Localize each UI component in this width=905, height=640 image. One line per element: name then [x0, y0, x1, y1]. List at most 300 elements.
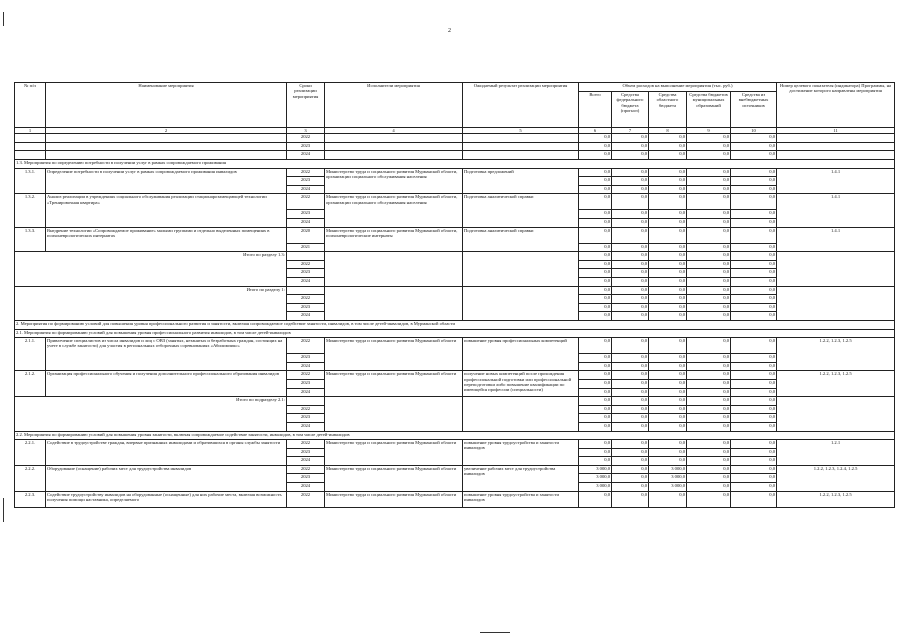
header-volume: Объем расходов на выполнение мероприятия (тыс. руб.): [579, 83, 777, 92]
amount-cell: 0,0: [649, 388, 687, 397]
amount-cell: 0,0: [579, 286, 612, 295]
year-cell: 2024: [287, 219, 325, 228]
table-row: [15, 465, 895, 474]
amount-cell: 0,0: [649, 286, 687, 295]
year-cell: 2024: [287, 151, 325, 160]
item-result: получение новых компетенций после прохождения профессиональной подготовки или профессиональной переподготовки либо повышение квалификации по имеющейся профессии (специальности): [463, 371, 579, 397]
amount-cell: 0,0: [579, 177, 612, 186]
table-row: [15, 338, 895, 354]
summary-row: [15, 252, 895, 261]
amount-cell: 0,0: [579, 422, 612, 431]
year-cell: 2023: [287, 414, 325, 423]
amount-cell: 0,0: [687, 142, 731, 151]
amount-cell: 0,0: [687, 483, 731, 492]
amount-cell: 0,0: [687, 371, 731, 380]
amount-cell: 0,0: [731, 252, 777, 261]
amount-cell: 0,0: [687, 177, 731, 186]
amount-cell: 0,0: [731, 227, 777, 243]
item-name: Внедрение технологии «Сопровождаемое проживание» малыми группами и отдельно выделенных помещениях в психоневрологических интернатах: [46, 227, 287, 252]
amount-cell: 3 000,0: [579, 474, 612, 483]
item-name: Оборудование (оснащение) рабочих мест для трудоустройства инвалидов: [46, 465, 287, 491]
amount-cell: 0,0: [579, 194, 612, 210]
amount-cell: 0,0: [731, 194, 777, 210]
amount-cell: 0,0: [579, 388, 612, 397]
year-cell: 2024: [287, 362, 325, 371]
column-number: 5: [463, 128, 579, 134]
amount-cell: 0,0: [612, 422, 649, 431]
amount-cell: 0,0: [687, 414, 731, 423]
amount-cell: 0,0: [612, 295, 649, 304]
amount-cell: 0,0: [579, 168, 612, 177]
amount-cell: 0,0: [687, 422, 731, 431]
year-cell: 2022: [287, 134, 325, 143]
year-cell: 2022: [287, 168, 325, 177]
amount-cell: 0,0: [612, 303, 649, 312]
amount-cell: 0,0: [649, 354, 687, 363]
amount-cell: 0,0: [687, 457, 731, 466]
amount-cell: 0,0: [687, 312, 731, 321]
amount-cell: 0,0: [649, 210, 687, 219]
amount-cell: 0,0: [579, 252, 612, 261]
year-cell: 2023: [287, 448, 325, 457]
name-cell: [46, 142, 287, 151]
year-cell: 2024: [287, 278, 325, 287]
amount-cell: 0,0: [579, 354, 612, 363]
amount-cell: 0,0: [731, 483, 777, 492]
amount-cell: 0,0: [612, 286, 649, 295]
page-number: 2: [448, 28, 451, 34]
amount-cell: 0,0: [731, 210, 777, 219]
amount-cell: 0,0: [612, 379, 649, 388]
amount-cell: 0,0: [612, 338, 649, 354]
program-table: [14, 82, 895, 508]
amount-cell: 0,0: [649, 269, 687, 278]
item-name: Привлечение специалистов из числа инвалидов и лиц с ОВЗ (занятых, незанятых и безработных граждан, состоящих на учете в службе занятости) для участия в региональных отборочных соревнованиях «Абилимпикс»: [46, 338, 287, 371]
name-cell: [46, 151, 287, 160]
amount-cell: 0,0: [612, 457, 649, 466]
summary-row: [15, 397, 895, 406]
header-mun: Средства бюджетов муниципальных образований: [687, 92, 731, 128]
amount-cell: 0,0: [612, 278, 649, 287]
item-name: Анализ реализации в учреждениях социального обслуживания реализации стационарозамещающей технологии «Тренировочная квартира»: [46, 194, 287, 227]
amount-cell: 0,0: [649, 405, 687, 414]
amount-cell: 0,0: [612, 354, 649, 363]
header-name: Наименование мероприятия: [46, 83, 287, 128]
amount-cell: 0,0: [612, 362, 649, 371]
year-cell: 2024: [287, 457, 325, 466]
item-result: Подготовка аналитической справки: [463, 194, 579, 227]
amount-cell: 0,0: [612, 134, 649, 143]
amount-cell: 0,0: [579, 227, 612, 243]
item-number: 2.1.1.: [15, 338, 46, 371]
amount-cell: 0,0: [731, 177, 777, 186]
amount-cell: 0,0: [579, 405, 612, 414]
amount-cell: 0,0: [612, 474, 649, 483]
amount-cell: 0,0: [612, 252, 649, 261]
year-cell: 2023: [287, 354, 325, 363]
item-indicator: 1.4.1: [777, 194, 895, 227]
year-cell: 2022: [287, 371, 325, 380]
item-name: Организация профессионального обучения и получения дополнительного профессионального образования инвалидов: [46, 371, 287, 397]
amount-cell: 0,0: [579, 397, 612, 406]
amount-cell: 0,0: [687, 440, 731, 449]
amount-cell: 0,0: [612, 210, 649, 219]
year-cell: 2023: [287, 269, 325, 278]
amount-cell: 0,0: [731, 405, 777, 414]
amount-cell: 0,0: [731, 414, 777, 423]
result-cell: [463, 252, 579, 286]
amount-cell: 0,0: [687, 260, 731, 269]
amount-cell: 0,0: [731, 278, 777, 287]
amount-cell: 0,0: [579, 457, 612, 466]
item-executor: Министерство труда и социального развития Мурманской области: [325, 338, 463, 371]
amount-cell: 0,0: [649, 338, 687, 354]
header-num: № п/п: [15, 83, 46, 128]
amount-cell: 0,0: [731, 142, 777, 151]
amount-cell: 0,0: [579, 303, 612, 312]
indicator-cell: [777, 142, 895, 151]
amount-cell: 0,0: [731, 219, 777, 228]
header-fed: Средства федерального бюджета (прогноз): [612, 92, 649, 128]
year-cell: 2023: [287, 210, 325, 219]
amount-cell: 0,0: [579, 362, 612, 371]
item-result: увеличение рабочих мест для трудоустройства инвалидов: [463, 465, 579, 491]
amount-cell: 0,0: [687, 338, 731, 354]
amount-cell: 0,0: [579, 269, 612, 278]
header-total: Всего: [579, 92, 612, 128]
year-cell: 2023: [287, 303, 325, 312]
section-title: 2.2. Мероприятия по формированию условий для повышения уровня занятости, включая сопровождаемое содействие занятости, инвалидов, в том числе детей-инвалидов: [15, 431, 895, 440]
amount-cell: 0,0: [649, 491, 687, 507]
item-indicator: 1.2.2, 1.2.3, 1.2.4, 1.2.5: [777, 465, 895, 491]
amount-cell: 0,0: [649, 260, 687, 269]
amount-cell: 0,0: [579, 312, 612, 321]
indicator-cell: [777, 134, 895, 143]
amount-cell: 0,0: [649, 295, 687, 304]
year-cell: 2022: [287, 295, 325, 304]
item-result: Подготовка аналитической справки: [463, 227, 579, 252]
item-number: 2.2.1.: [15, 440, 46, 466]
amount-cell: 0,0: [731, 168, 777, 177]
year-cell: [287, 397, 325, 406]
amount-cell: 0,0: [731, 185, 777, 194]
item-executor: Министерство труда и социального развития Мурманской области: [325, 491, 463, 507]
header-result: Ожидаемый результат реализации мероприятия: [463, 83, 579, 128]
item-result: Подготовка предложений: [463, 168, 579, 194]
num-cell: [15, 134, 46, 143]
amount-cell: 0,0: [612, 465, 649, 474]
summary-label: Итого по разделу 1.3:: [15, 252, 287, 286]
amount-cell: 0,0: [687, 303, 731, 312]
section-row: [15, 320, 895, 329]
column-number: 10: [731, 128, 777, 134]
amount-cell: 0,0: [649, 142, 687, 151]
exec-cell: [325, 142, 463, 151]
item-executor: Министерство труда и социального развития Мурманской области, психоневрологические интернаты: [325, 227, 463, 252]
section-title: 2. Мероприятия по формированию условий для повышения уровня профессионального развития и занятости, включая сопровождаемое содействие занятости, инвалидов, в том числе детей-инвалидов, в Мурманской области: [15, 320, 895, 329]
amount-cell: 0,0: [731, 397, 777, 406]
year-cell: 2022: [287, 194, 325, 210]
amount-cell: 0,0: [612, 243, 649, 252]
amount-cell: 3 000,0: [579, 483, 612, 492]
column-number: 11: [777, 128, 895, 134]
amount-cell: 0,0: [731, 260, 777, 269]
year-cell: 2023: [287, 474, 325, 483]
amount-cell: 0,0: [687, 362, 731, 371]
exec-cell: [325, 134, 463, 143]
amount-cell: 0,0: [612, 227, 649, 243]
amount-cell: 0,0: [612, 312, 649, 321]
amount-cell: 0,0: [731, 465, 777, 474]
amount-cell: 0,0: [612, 260, 649, 269]
amount-cell: 0,0: [579, 134, 612, 143]
result-cell: [463, 134, 579, 143]
amount-cell: 3 000,0: [649, 474, 687, 483]
item-executor: Министерство труда и социального развития Мурманской области, организации социального обслуживания населения: [325, 194, 463, 227]
item-executor: Министерство труда и социального развития Мурманской области: [325, 465, 463, 491]
amount-cell: 0,0: [649, 312, 687, 321]
amount-cell: 0,0: [687, 491, 731, 507]
year-cell: 2022: [287, 405, 325, 414]
amount-cell: 0,0: [612, 142, 649, 151]
amount-cell: 0,0: [612, 414, 649, 423]
amount-cell: 0,0: [649, 185, 687, 194]
amount-cell: 0,0: [612, 168, 649, 177]
column-number: 6: [579, 128, 612, 134]
amount-cell: 0,0: [731, 422, 777, 431]
amount-cell: 0,0: [649, 303, 687, 312]
year-cell: 2022: [287, 491, 325, 507]
item-number: 2.2.2.: [15, 465, 46, 491]
amount-cell: 0,0: [731, 388, 777, 397]
amount-cell: 0,0: [612, 151, 649, 160]
amount-cell: 0,0: [649, 440, 687, 449]
summary-label: Итого по подразделу 2.1:: [15, 397, 287, 431]
amount-cell: 0,0: [649, 177, 687, 186]
amount-cell: 0,0: [687, 269, 731, 278]
year-cell: 2022: [287, 440, 325, 449]
amount-cell: 0,0: [687, 474, 731, 483]
table-row: [15, 134, 895, 143]
amount-cell: 0,0: [649, 227, 687, 243]
item-executor: Министерство труда и социального развития Мурманской области: [325, 440, 463, 466]
amount-cell: 0,0: [579, 210, 612, 219]
result-cell: [463, 151, 579, 160]
item-result: повышение уровня трудоустройства и занятости инвалидов: [463, 440, 579, 466]
amount-cell: 0,0: [579, 260, 612, 269]
amount-cell: 0,0: [649, 457, 687, 466]
amount-cell: 0,0: [612, 185, 649, 194]
item-indicator: 1.4.1: [777, 227, 895, 252]
section-title: 2.1. Мероприятия по формированию условий для повышения уровня профессионального развития инвалидов, в том числе детей-инвалидов: [15, 329, 895, 338]
amount-cell: 0,0: [612, 397, 649, 406]
item-indicator: 1.2.2, 1.2.3, 1.2.5: [777, 338, 895, 371]
item-number: 1.3.2.: [15, 194, 46, 227]
header-extra: Средства из внебюджетных источников: [731, 92, 777, 128]
amount-cell: 0,0: [731, 448, 777, 457]
amount-cell: 0,0: [579, 278, 612, 287]
amount-cell: 3 000,0: [579, 465, 612, 474]
amount-cell: 0,0: [731, 312, 777, 321]
column-number: 2: [46, 128, 287, 134]
amount-cell: 0,0: [731, 491, 777, 507]
column-number: 8: [649, 128, 687, 134]
result-cell: [463, 142, 579, 151]
item-result: повышение уровня профессиональных компетенций: [463, 338, 579, 371]
year-cell: 2020: [287, 227, 325, 243]
amount-cell: 0,0: [649, 194, 687, 210]
amount-cell: 0,0: [579, 338, 612, 354]
indicator-cell: [777, 286, 895, 320]
amount-cell: 0,0: [579, 448, 612, 457]
amount-cell: 0,0: [612, 491, 649, 507]
num-cell: [15, 142, 46, 151]
amount-cell: 0,0: [612, 448, 649, 457]
item-indicator: 1.2.2, 1.2.3, 1.2.5: [777, 371, 895, 397]
item-result: повышение уровня трудоустройства и занятости инвалидов: [463, 491, 579, 507]
exec-cell: [325, 252, 463, 286]
amount-cell: 0,0: [687, 379, 731, 388]
year-cell: 2023: [287, 142, 325, 151]
amount-cell: 0,0: [687, 354, 731, 363]
exec-cell: [325, 397, 463, 431]
year-cell: 2023: [287, 379, 325, 388]
summary-label: Итого по разделу 1:: [15, 286, 287, 320]
indicator-cell: [777, 252, 895, 286]
year-cell: [287, 252, 325, 261]
amount-cell: 0,0: [687, 168, 731, 177]
amount-cell: 0,0: [579, 151, 612, 160]
amount-cell: 0,0: [687, 278, 731, 287]
result-cell: [463, 397, 579, 431]
year-cell: 2022: [287, 465, 325, 474]
column-number: 4: [325, 128, 463, 134]
year-cell: 2024: [287, 312, 325, 321]
amount-cell: 0,0: [731, 303, 777, 312]
table-row: [15, 168, 895, 177]
amount-cell: 0,0: [687, 185, 731, 194]
section-row: [15, 329, 895, 338]
amount-cell: 0,0: [579, 219, 612, 228]
header-reg: Средства областного бюджета: [649, 92, 687, 128]
item-number: 1.3.3.: [15, 227, 46, 252]
header-indicator: Номер целевого показателя (индикатора) Программы, на достижение которого направлены мероприятия: [777, 83, 895, 128]
section-title: 1.3. Мероприятия по определению потребности в получении услуг в рамках сопровождаемого проживания: [15, 160, 895, 169]
amount-cell: 0,0: [579, 142, 612, 151]
amount-cell: 0,0: [612, 440, 649, 449]
year-cell: 2022: [287, 260, 325, 269]
amount-cell: 0,0: [687, 219, 731, 228]
table-row: [15, 194, 895, 210]
margin-mark: [3, 12, 4, 26]
exec-cell: [325, 151, 463, 160]
amount-cell: 0,0: [612, 177, 649, 186]
amount-cell: 0,0: [687, 448, 731, 457]
item-executor: Министерство труда и социального развития Мурманской области, организации социального обслуживания населения: [325, 168, 463, 194]
amount-cell: 0,0: [687, 388, 731, 397]
amount-cell: 0,0: [731, 474, 777, 483]
amount-cell: 0,0: [687, 465, 731, 474]
amount-cell: 0,0: [612, 219, 649, 228]
amount-cell: 0,0: [612, 388, 649, 397]
amount-cell: 0,0: [649, 448, 687, 457]
amount-cell: 0,0: [687, 405, 731, 414]
amount-cell: 0,0: [731, 243, 777, 252]
amount-cell: 3 000,0: [649, 465, 687, 474]
amount-cell: 0,0: [687, 151, 731, 160]
amount-cell: 0,0: [687, 397, 731, 406]
amount-cell: 0,0: [612, 194, 649, 210]
header-exec: Исполнители мероприятия: [325, 83, 463, 128]
item-number: 2.2.3.: [15, 491, 46, 507]
amount-cell: 0,0: [649, 219, 687, 228]
column-number: 7: [612, 128, 649, 134]
column-number: 1: [15, 128, 46, 134]
amount-cell: 0,0: [649, 134, 687, 143]
amount-cell: 0,0: [687, 227, 731, 243]
item-indicator: 1.2.2, 1.2.3, 1.2.5: [777, 491, 895, 507]
footer-line: [480, 632, 510, 633]
item-name: Содействие в трудоустройстве граждан, впервые признанных инвалидами и обратившихся в органы службы занятости: [46, 440, 287, 466]
amount-cell: 0,0: [687, 194, 731, 210]
year-cell: 2024: [287, 422, 325, 431]
exec-cell: [325, 286, 463, 320]
margin-mark: [3, 498, 4, 522]
amount-cell: 0,0: [687, 286, 731, 295]
table-row: [15, 440, 895, 449]
amount-cell: 0,0: [731, 371, 777, 380]
amount-cell: 0,0: [731, 354, 777, 363]
num-cell: [15, 151, 46, 160]
amount-cell: 0,0: [649, 278, 687, 287]
item-number: 2.1.2.: [15, 371, 46, 397]
amount-cell: 0,0: [649, 168, 687, 177]
amount-cell: 0,0: [579, 243, 612, 252]
amount-cell: 0,0: [649, 379, 687, 388]
amount-cell: 0,0: [612, 371, 649, 380]
section-row: [15, 160, 895, 169]
header-term: Сроки реализации мероприятия: [287, 83, 325, 128]
year-cell: 2024: [287, 483, 325, 492]
amount-cell: 0,0: [687, 295, 731, 304]
amount-cell: 0,0: [649, 397, 687, 406]
item-executor: Министерство труда и социального развития Мурманской области: [325, 371, 463, 397]
amount-cell: 0,0: [649, 362, 687, 371]
amount-cell: 0,0: [731, 440, 777, 449]
year-cell: 2024: [287, 388, 325, 397]
indicator-cell: [777, 151, 895, 160]
year-cell: 2024: [287, 185, 325, 194]
amount-cell: 0,0: [649, 151, 687, 160]
item-indicator: 1.2.1: [777, 440, 895, 466]
amount-cell: 0,0: [649, 252, 687, 261]
item-name: Определение потребности в получении услуг в рамках сопровождаемого проживания инвалидов: [46, 168, 287, 194]
table-row: [15, 151, 895, 160]
table-row: [15, 491, 895, 507]
section-row: [15, 431, 895, 440]
amount-cell: 0,0: [687, 243, 731, 252]
amount-cell: 0,0: [649, 243, 687, 252]
item-indicator: 1.4.1: [777, 168, 895, 194]
table-row: [15, 142, 895, 151]
name-cell: [46, 134, 287, 143]
amount-cell: 0,0: [731, 457, 777, 466]
result-cell: [463, 286, 579, 320]
year-cell: 2023: [287, 177, 325, 186]
amount-cell: 0,0: [579, 185, 612, 194]
amount-cell: 0,0: [579, 440, 612, 449]
year-cell: 2021: [287, 243, 325, 252]
